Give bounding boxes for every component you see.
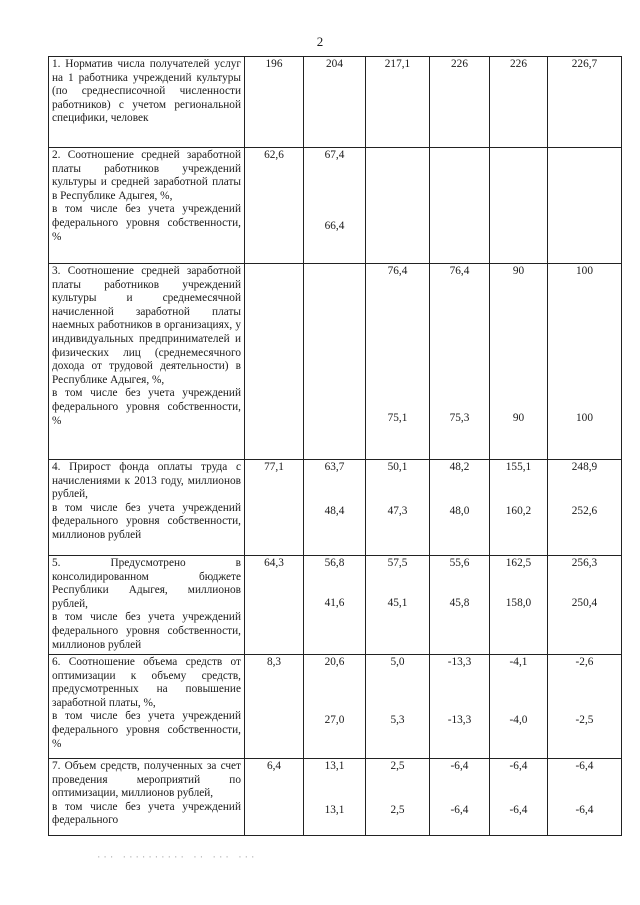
value-total: 226,7: [571, 58, 598, 70]
value-cell: [490, 759, 548, 836]
value-total: 248,9: [571, 461, 598, 473]
value-without-federal: 45,8: [449, 596, 470, 609]
value-cell: [490, 264, 548, 460]
value-total: 76,4: [449, 265, 470, 277]
value-cell: [366, 460, 430, 556]
value-without-federal: 48,4: [324, 504, 345, 517]
indicator-label: 6. Соотношение объема средств от оптимизации к объему средств, предусмотренных на повышение заработной платы, %,: [52, 656, 241, 709]
indicator-label-cell: [49, 460, 245, 556]
value-without-federal: 2,5: [390, 803, 405, 816]
value-cell: [548, 460, 622, 556]
value-cell: [304, 556, 366, 655]
indicator-sub-label: в том числе без учета учреждений федерального: [52, 800, 241, 827]
value-without-federal: 48,0: [449, 504, 470, 517]
value-cell: [430, 57, 490, 148]
value-without-federal: 75,1: [387, 411, 408, 424]
value-without-federal: -4,0: [509, 713, 528, 726]
table-row: [49, 460, 622, 556]
value-total: 57,5: [387, 557, 408, 569]
value-cell: [366, 556, 430, 655]
value-total: 48,2: [449, 461, 470, 473]
indicator-label-cell: [49, 759, 245, 836]
value-total: 5,0: [390, 656, 405, 668]
value-total: 20,6: [324, 656, 345, 668]
indicator-label-cell: [49, 148, 245, 264]
value-cell: [490, 460, 548, 556]
value-without-federal: 100: [576, 411, 593, 424]
value-total: 90: [512, 265, 525, 277]
value-without-federal: 90: [512, 411, 525, 424]
indicator-label: 3. Соотношение средней заработной платы работников учреждений культуры и среднемесячной начисленной заработной платы наемных работников в организациях, у индивидуальных предпринимателей и физических лиц (среднемесячного дохода от трудовой деятельности) в Республике Адыгея, %,: [52, 265, 241, 386]
value-cell: [430, 148, 490, 264]
value-cell: [548, 57, 622, 148]
indicator-label: 1. Норматив числа получателей услуг на 1 работника учреждений культуры (по среднесписочной численности работников) с учетом региональной специфики, человек: [52, 58, 241, 125]
value-cell: [245, 148, 304, 264]
value-total: 100: [576, 265, 593, 277]
value-without-federal: 45,1: [387, 596, 408, 609]
table-row: [49, 264, 622, 460]
indicators-table-body: [49, 57, 622, 836]
page-number: 2: [316, 34, 324, 49]
value-total: 77,1: [264, 461, 284, 473]
value-total: 50,1: [387, 461, 408, 473]
value-cell: [548, 148, 622, 264]
value-without-federal: -6,4: [509, 803, 528, 816]
indicator-label: 4. Прирост фонда оплаты труда с начислениями к 2013 году, миллионов рублей,: [52, 461, 241, 501]
value-total: -4,1: [509, 656, 528, 668]
value-total: -6,4: [450, 760, 469, 772]
value-without-federal: 5,3: [390, 713, 405, 726]
value-cell: [548, 556, 622, 655]
value-total: 13,1: [324, 760, 345, 772]
value-cell: [548, 759, 622, 836]
value-cell: [366, 57, 430, 148]
value-without-federal: 41,6: [324, 596, 345, 609]
value-without-federal: 75,3: [449, 411, 470, 424]
value-without-federal: 160,2: [505, 504, 532, 517]
value-total: 56,8: [324, 557, 345, 569]
value-total: -6,4: [509, 760, 528, 772]
value-cell: [245, 57, 304, 148]
value-cell: [304, 57, 366, 148]
value-total: 76,4: [387, 265, 408, 277]
indicator-sub-label: в том числе без учета учреждений федерального уровня собственности, %: [52, 710, 241, 750]
indicators-table: [48, 56, 622, 836]
indicator-label-cell: [49, 556, 245, 655]
value-cell: [430, 655, 490, 759]
table-row: [49, 148, 622, 264]
value-total: 8,3: [266, 656, 282, 668]
value-cell: [366, 148, 430, 264]
value-total: -6,4: [575, 760, 594, 772]
table-row: [49, 556, 622, 655]
value-cell: [430, 264, 490, 460]
value-cell: [366, 655, 430, 759]
value-without-federal: -6,4: [575, 803, 594, 816]
value-without-federal: 250,4: [571, 596, 598, 609]
value-cell: [304, 148, 366, 264]
value-cell: [548, 264, 622, 460]
value-total: 162,5: [505, 557, 532, 569]
value-cell: [245, 264, 304, 460]
table-row: [49, 759, 622, 836]
value-total: 217,1: [384, 58, 411, 70]
value-cell: [245, 556, 304, 655]
value-cell: [245, 655, 304, 759]
value-cell: [490, 655, 548, 759]
value-cell: [490, 556, 548, 655]
indicator-label: 2. Соотношение средней заработной платы работников учреждений культуры и средней заработной платы в Республике Адыгея, %,: [52, 149, 241, 202]
value-total: 256,3: [571, 557, 598, 569]
value-without-federal: 47,3: [387, 504, 408, 517]
value-total: 64,3: [264, 557, 284, 569]
value-cell: [430, 460, 490, 556]
value-cell: [490, 148, 548, 264]
value-cell: [490, 57, 548, 148]
value-without-federal: -2,5: [575, 713, 594, 726]
value-cell: [304, 460, 366, 556]
value-total: 63,7: [324, 461, 345, 473]
value-total: 226: [510, 58, 527, 70]
value-without-federal: 252,6: [571, 504, 598, 517]
indicator-label-cell: [49, 264, 245, 460]
value-total: 155,1: [505, 461, 532, 473]
value-without-federal: -13,3: [447, 713, 472, 726]
value-without-federal: 158,0: [505, 596, 532, 609]
value-total: 196: [265, 58, 283, 70]
value-total: 6,4: [266, 760, 282, 772]
table-row: [49, 57, 622, 148]
value-without-federal: 66,4: [324, 219, 345, 232]
indicator-label-cell: [49, 57, 245, 148]
indicator-sub-label: в том числе без учета учреждений федерального уровня собственности, %: [52, 203, 241, 243]
indicator-label-cell: [49, 655, 245, 759]
value-total: 67,4: [324, 149, 345, 161]
value-cell: [304, 655, 366, 759]
indicator-sub-label: в том числе без учета учреждений федерального уровня собственности, миллионов рублей: [52, 501, 241, 541]
value-cell: [430, 759, 490, 836]
table-row: [49, 655, 622, 759]
value-cell: [366, 264, 430, 460]
indicator-label: 5. Предусмотрено в консолидированном бюджете Республики Адыгея, миллионов рублей,: [52, 557, 241, 610]
value-total: 204: [326, 58, 343, 70]
value-without-federal: -6,4: [450, 803, 469, 816]
value-cell: [304, 759, 366, 836]
scan-footer-mark: ··· ·········· ·· ··· ···: [96, 853, 257, 863]
value-total: -2,6: [575, 656, 594, 668]
value-total: 62,6: [264, 149, 284, 161]
indicator-label: 7. Объем средств, полученных за счет проведения мероприятий по оптимизации, миллионов рублей,: [52, 760, 241, 800]
value-cell: [548, 655, 622, 759]
value-cell: [245, 759, 304, 836]
value-total: 55,6: [449, 557, 470, 569]
value-cell: [245, 460, 304, 556]
indicator-sub-label: в том числе без учета учреждений федерального уровня собственности, %: [52, 387, 241, 427]
value-cell: [430, 556, 490, 655]
value-total: -13,3: [447, 656, 472, 668]
value-cell: [366, 759, 430, 836]
indicator-sub-label: в том числе без учета учреждений федерального уровня собственности, миллионов рублей: [52, 611, 241, 651]
value-without-federal: 27,0: [324, 713, 345, 726]
value-total: 226: [451, 58, 468, 70]
value-without-federal: 13,1: [324, 803, 345, 816]
value-cell: [304, 264, 366, 460]
value-total: 2,5: [390, 760, 405, 772]
